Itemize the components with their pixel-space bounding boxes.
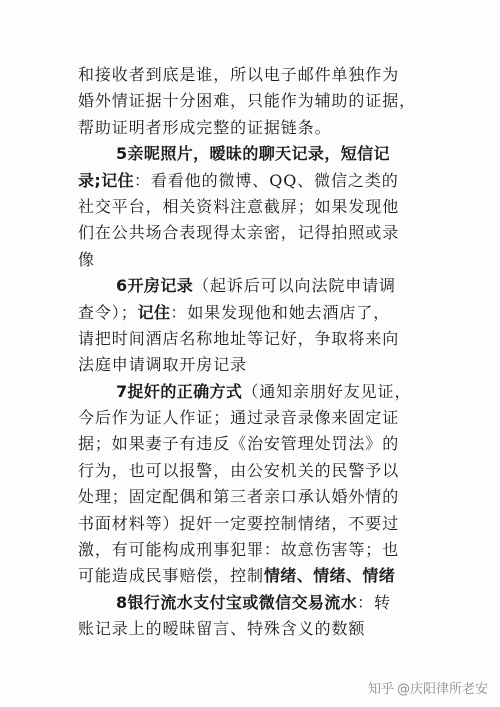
text-line <box>78 590 434 616</box>
text-line <box>78 273 434 299</box>
text-line <box>78 300 434 326</box>
section-8 <box>78 590 434 643</box>
text-segment: ：看看他的微博、QQ、微信之类的 <box>134 170 399 190</box>
text-line: 账记录上的暧昧留言、特殊含义的数额 <box>78 619 366 639</box>
section-5-heading: 5亲昵照片，暧昧的聊天记录，短信记 <box>116 144 390 164</box>
text-segment: （通知亲朋好友见证， <box>242 381 412 401</box>
text-line <box>78 379 434 405</box>
text-line <box>78 563 434 589</box>
text-line: 帮助证明者形成完整的证据链条。 <box>78 117 332 137</box>
text-line: 像 <box>78 249 95 269</box>
remember-label: 记住 <box>137 302 171 322</box>
text-line: 激，有可能构成刑事犯罪：故意伤害等；也 <box>78 540 400 560</box>
text-line: 请把时间酒店名称地址等记好，争取将来向 <box>78 328 400 348</box>
section-5 <box>78 141 434 273</box>
text-line <box>78 168 434 194</box>
text-line: 书面材料等）捉奸一定要控制情绪，不要过 <box>78 513 400 533</box>
document-body <box>78 62 434 643</box>
emphasis-text: 情绪、情绪、情绪 <box>263 566 396 586</box>
section-6 <box>78 273 434 379</box>
text-segment: 查令）； <box>78 302 138 322</box>
section-8-heading: 8银行流水支付宝或微信交易流水 <box>116 592 358 612</box>
text-line: 社交平台，相关资料注意截屏；如果发现他 <box>78 196 400 216</box>
text-line: 今后作为证人作证；通过录音录像来固定证 <box>78 408 400 428</box>
text-segment: ：如果发现他和她去酒店了， <box>170 302 391 322</box>
zhihu-brand: 知乎 <box>367 682 394 697</box>
text-segment: ：转 <box>357 592 391 612</box>
text-line: 和接收者到底是谁，所以电子邮件单独作为 <box>78 65 400 84</box>
text-line: 法庭申请调取开房记录 <box>78 355 248 375</box>
section-7 <box>78 379 434 590</box>
section-7-heading: 7捉奸的正确方式 <box>116 381 243 401</box>
text-segment: 可能造成民事赔偿，控制 <box>78 566 264 586</box>
text-line: 据；如果妻子有违反《治安管理处罚法》的 <box>78 434 400 454</box>
text-line: 行为，也可以报警，由公安机关的民警予以 <box>78 460 400 480</box>
text-line: 们在公共场合表现得太亲密，记得拍照或录 <box>78 223 400 243</box>
text-line: 婚外情证据十分困难，只能作为辅助的证据， <box>78 91 417 111</box>
text-line: 处理；固定配偶和第三者亲口承认婚外情的 <box>78 487 400 507</box>
text-segment: （起诉后可以向法院申请调 <box>193 276 396 296</box>
watermark-author: @庆阳律所老安 <box>396 682 488 697</box>
zhihu-watermark <box>368 678 488 697</box>
section-5-heading-cont: 录;记住 <box>78 170 134 190</box>
section-6-heading: 6开房记录 <box>116 276 194 296</box>
